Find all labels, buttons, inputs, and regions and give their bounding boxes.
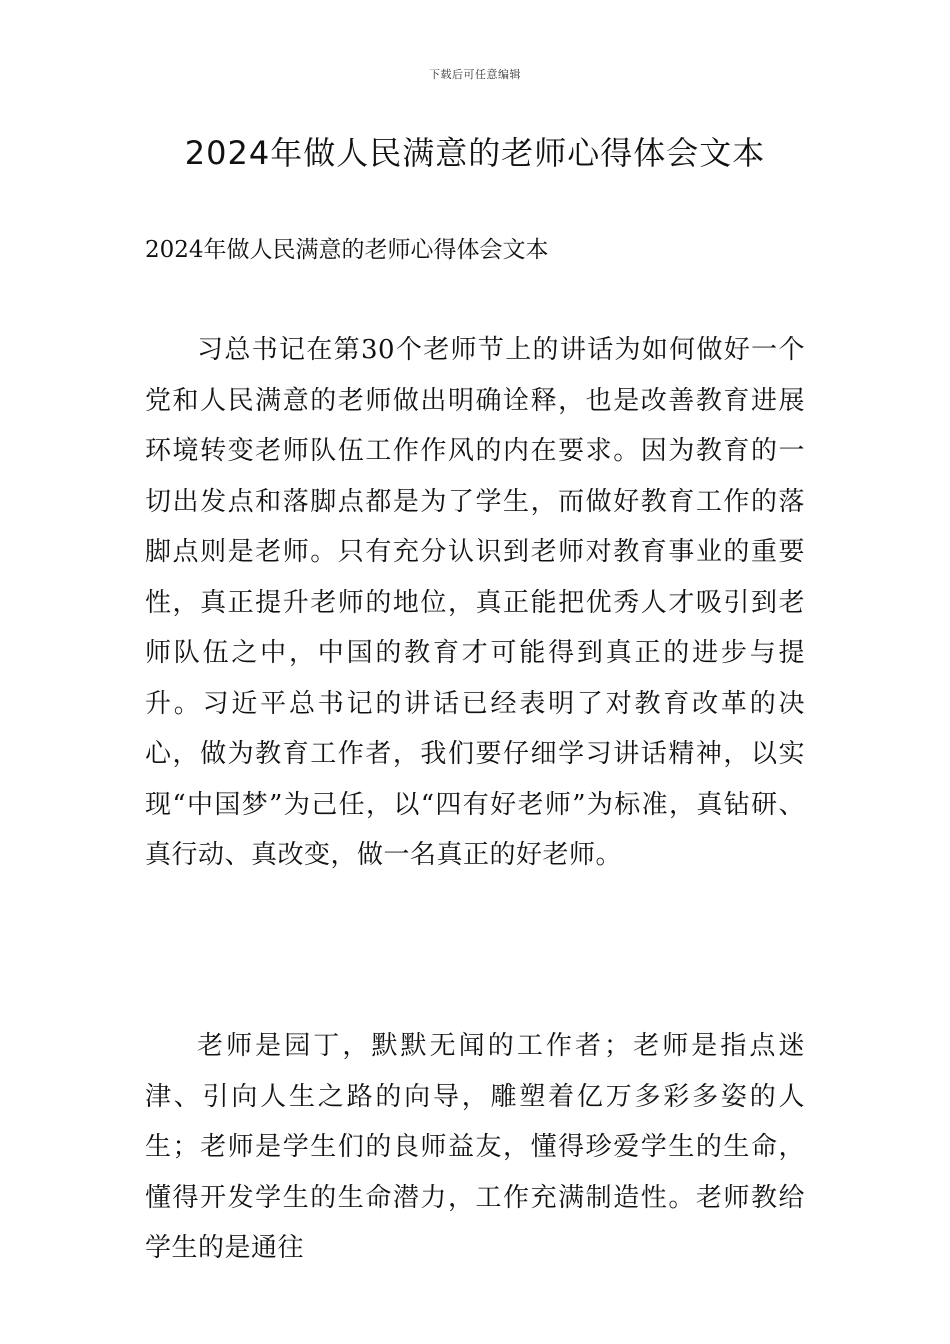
- body-paragraph-2: 老师是园丁，默默无闻的工作者；老师是指点迷津、引向人生之路的向导，雕塑着亿万多彩多姿的人生；老师是学生们的良师益友，懂得珍爱学生的生命，懂得开发学生的生命潜力，工作充满制造性。老师教给学生的是通往: [145, 1031, 805, 1263]
- header-note: 下载后可任意编辑: [429, 68, 521, 81]
- body-paragraph-1: 习总书记在第30个老师节上的讲话为如何做好一个党和人民满意的老师做出明确诠释，也是改善教育进展环境转变老师队伍工作作风的内在要求。因为教育的一切出发点和落脚点都是为了学生，而做好教育工作的落脚点则是老师。只有充分认识到老师对教育事业的重要性，真正提升老师的地位，真正能把优秀人才吸引到老师队伍之中，中国的教育才可能得到真正的进步与提升。习近平总书记的讲话已经表明了对教育改革的决心，做为教育工作者，我们要仔细学习讲话精神，以实现“中国梦”为己任，以“四有好老师”为标准，真钻研、真行动、真改变，做一名真正的好老师。: [145, 335, 805, 870]
- document-subtitle: 2024年做人民满意的老师心得体会文本: [145, 237, 549, 263]
- page-title: 2024年做人民满意的老师心得体会文本: [184, 134, 766, 172]
